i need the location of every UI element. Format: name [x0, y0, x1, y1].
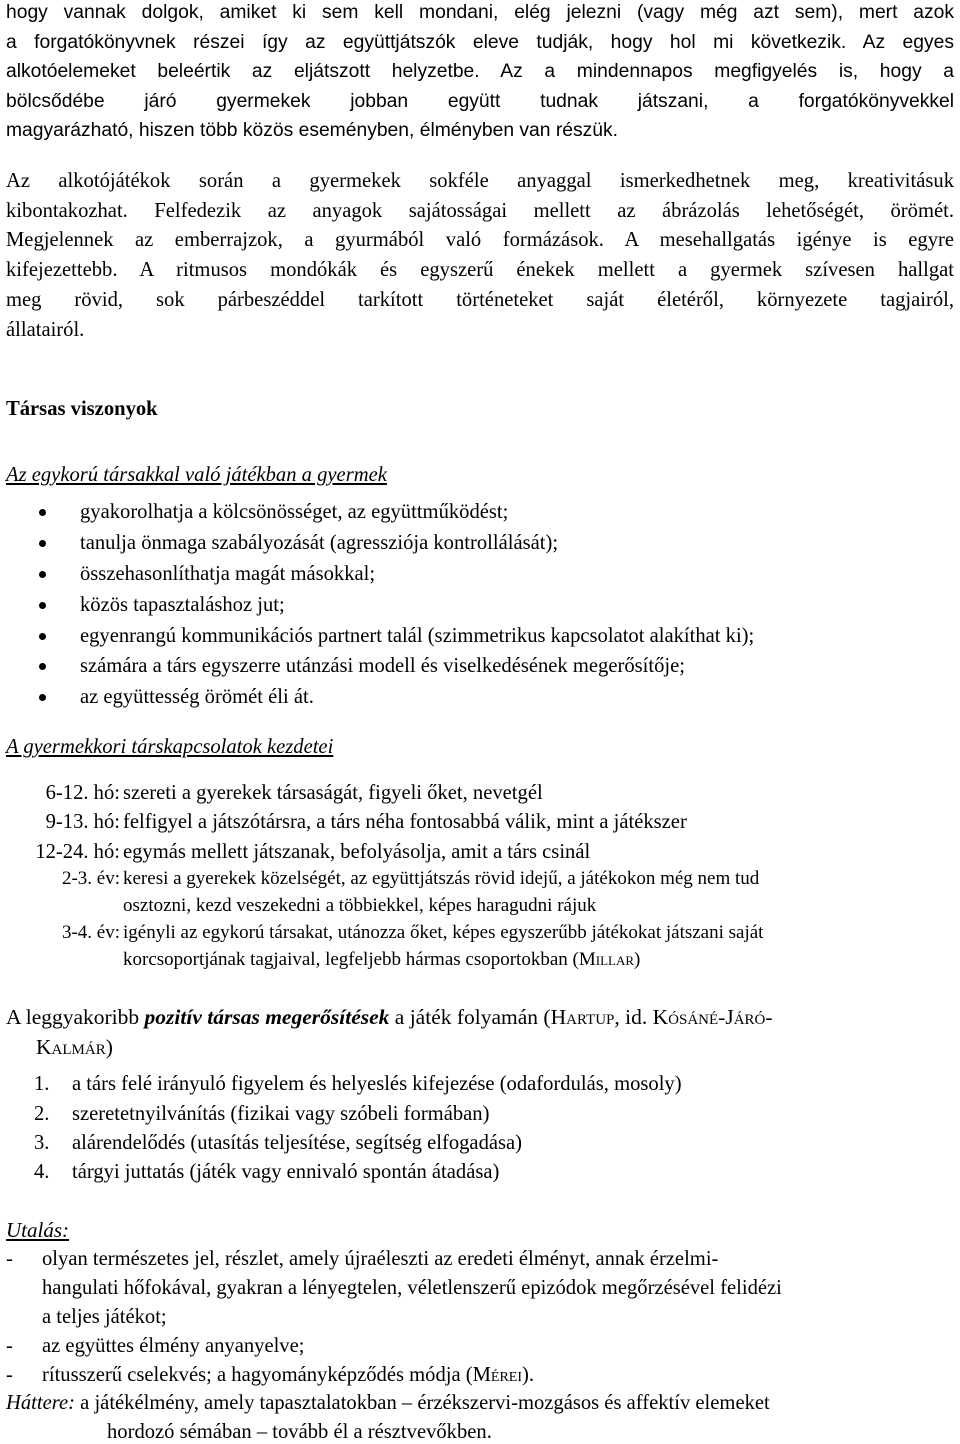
age-description: osztozni, kezd veszekedni a többiekkel, képes haragudni rájuk [123, 895, 597, 916]
numbered-item: 1. a társ felé irányuló figyelem és helyeslés kifejezése (odafordulás, mosoly) [34, 1073, 682, 1095]
age-description: keresi a gyerekek közelségét, az együttjátszás rövid idejű, a játékokon még nem tud [123, 868, 760, 889]
age-description: egymás mellett játszanak, befolyásolja, amit a társ csinál [123, 841, 591, 863]
background-line-continuation: hordozó sémában – tovább él a résztvevőkben. [107, 1421, 492, 1443]
reference-label: Utalás: [6, 1218, 69, 1242]
beginnings-heading: A gyermekkori társkapcsolatok kezdetei [6, 736, 334, 758]
list-item: számára a társ egyszerre utánzási modell és viselkedésének megerősítője; [0, 651, 950, 682]
background-line: Háttere: a játékélmény, amely tapasztalatokban – érzékszervi-mozgásos és affektív elemeket [6, 1392, 770, 1414]
reference-item-continuation: a teljes játékot; [42, 1306, 167, 1328]
age-description: korcsoportjának tagjaival, legfeljebb hármas csoportokban (Millar) [123, 949, 641, 970]
emphasis-text: pozitív társas megerősítések [144, 1005, 390, 1029]
paragraph-line: hogy vannak dolgok, amiket ki sem kell mondani, elég jelezni (vagy még azt sem), mert azok [6, 2, 954, 23]
numbered-item: 3. alárendelődés (utasítás teljesítése, segítség elfogadása) [34, 1132, 523, 1154]
age-description: szereti a gyerekek társaságát, figyeli őket, nevetgél [123, 782, 543, 804]
author-name: Mérei [472, 1364, 523, 1386]
reference-item: - rítusszerű cselekvés; a hagyományképződés módja (Mérei). [6, 1364, 535, 1386]
bullet-icon [39, 571, 46, 578]
bullet-icon [39, 633, 46, 640]
reinforcement-intro [6, 1002, 954, 1062]
bullet-icon [39, 663, 46, 670]
peer-play-list [0, 497, 950, 713]
bullet-icon [39, 694, 46, 701]
numbered-item: 4. tárgyi juttatás (játék vagy ennivaló spontán átadása) [34, 1161, 500, 1183]
list-item: az együttesség örömét éli át. [0, 682, 950, 713]
age-label: 12-24. hó: [35, 841, 120, 863]
paragraph-line: kifejezettebb. A ritmusos mondókák és egyszerű énekek mellett a gyermek szívesen hallgat [6, 259, 954, 282]
bullet-icon [39, 509, 46, 516]
age-label: 9-13. hó: [45, 811, 120, 833]
age-description: igényli az egykorú társakat, utánozza őket, képes egyszerűbb játékokat játszani saját [123, 922, 764, 943]
author-name: Millar [578, 949, 635, 970]
paragraph-line: A leggyakoribb pozitív társas megerősítések a játék folyamán (Hartup, id. Kósáné-Járó- [6, 1005, 773, 1029]
paragraph-line: meg rövid, sok párbeszéddel tarkított történeteket saját életéről, környezete tagjairól, [6, 288, 954, 311]
background-label: Háttere: [6, 1392, 76, 1414]
list-item: tanulja önmaga szabályozását (agressziója kontrollálását); [0, 528, 950, 559]
numbered-item: 2. szeretetnyilvánítás (fizikai vagy szóbeli formában) [34, 1103, 490, 1125]
list-item: egyenrangú kommunikációs partnert talál (szimmetrikus kapcsolatot alakíthat ki); [0, 621, 950, 652]
age-label: 6-12. hó: [45, 782, 120, 804]
paragraph-line: Megjelennek az emberrajzok, a gyurmából való formázások. A mesehallgatás igénye is egyre [6, 229, 954, 252]
creative-play-paragraph [6, 167, 954, 345]
age-label: 3-4. év: [61, 922, 120, 943]
paragraph-line: magyarázható, hiszen több közös eseményben, élményben van részük. [6, 120, 618, 142]
paragraph-line: alkotóelemeket beleértik az eljátszott helyzetbe. Az a mindennapos megfigyelés is, hogy a [6, 61, 954, 83]
paragraph-line: állatairól. [6, 318, 85, 341]
paragraph-line: kibontakozhat. Felfedezik az anyagok sajátosságai mellett az ábrázolás lehetőségét, örömét. [6, 199, 954, 222]
reference-item: - olyan természetes jel, részlet, amely újraéleszti az eredeti élményt, annak érzelmi- [6, 1248, 719, 1270]
paragraph-line: Kalmár) [36, 1035, 113, 1059]
list-item: összehasonlíthatja magát másokkal; [0, 559, 950, 590]
intro-paragraph [6, 0, 954, 146]
list-item: gyakorolhatja a kölcsönösséget, az együttműködést; [0, 497, 950, 528]
list-item: közös tapasztaláshoz jut; [0, 590, 950, 621]
author-name: Kalmár [36, 1035, 106, 1059]
reference-item: - az együttes élmény anyanyelve; [6, 1335, 305, 1357]
author-name: Kósáné-Járó- [652, 1005, 773, 1029]
paragraph-line: Az alkotójátékok során a gyermekek sokféle anyaggal ismerkedhetnek meg, kreativitásuk [6, 170, 954, 192]
peer-play-heading: Az egykorú társakkal való játékban a gyermek [6, 464, 387, 486]
paragraph-line: a forgatókönyvnek részei így az együttjátszók eleve tudják, hogy hol mi következik. Az egyes [6, 31, 954, 53]
age-label: 2-3. év: [61, 868, 120, 889]
age-description: felfigyel a játszótársra, a társ néha fontosabbá válik, mint a játékszer [123, 811, 687, 833]
section-title: Társas viszonyok [6, 398, 158, 420]
author-name: Hartup [550, 1005, 615, 1029]
paragraph-line: bölcsődébe járó gyermekek jobban együtt tudnak játszani, a forgatókönyvekkel [6, 90, 954, 112]
reference-item-continuation: hangulati hőfokával, gyakran a lényegtelen, véletlenszerű epizódok megőrzésével felidézi [42, 1277, 782, 1299]
bullet-icon [39, 602, 46, 609]
bullet-icon [39, 540, 46, 547]
